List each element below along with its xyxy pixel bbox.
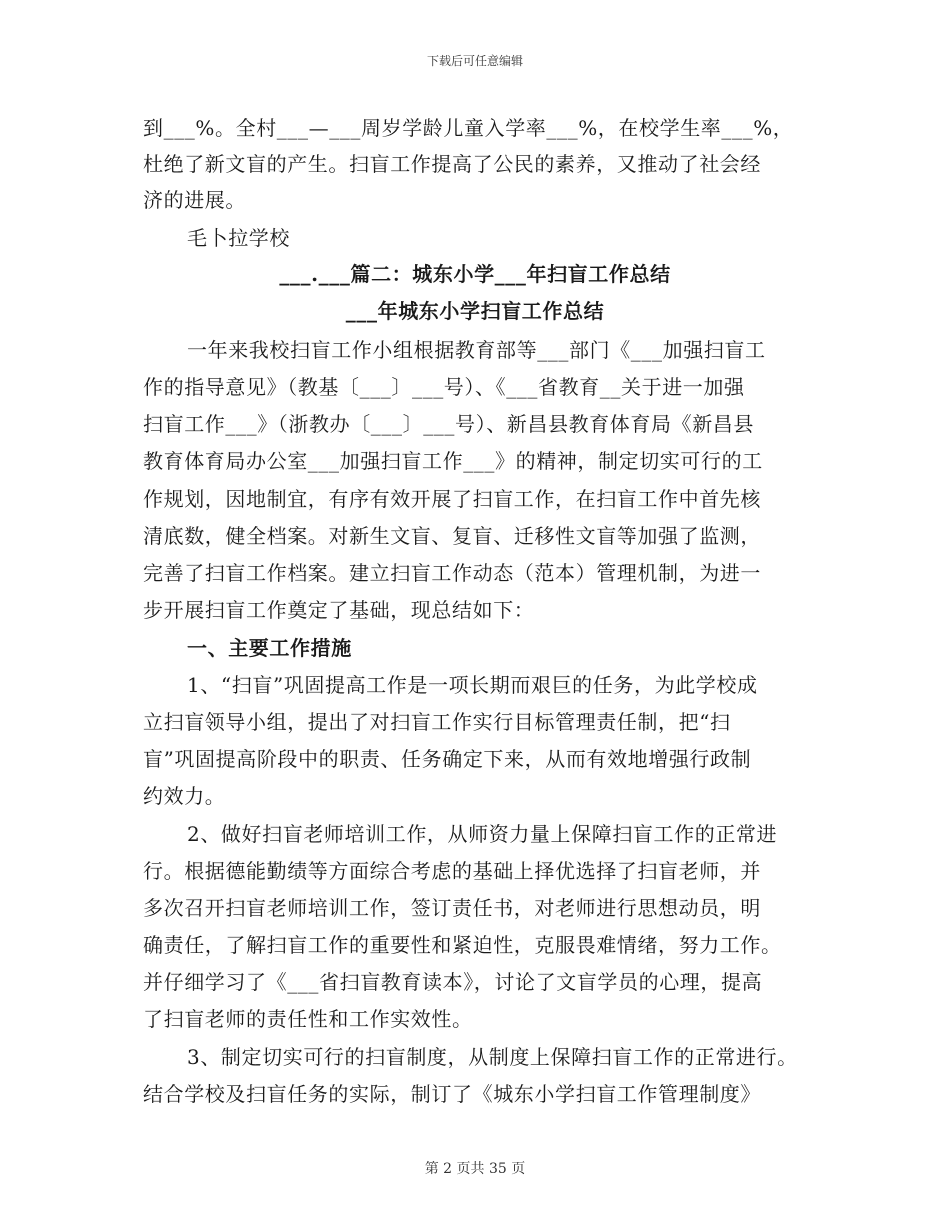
text-line: 了扫盲老师的责任性和工作实效性。 xyxy=(143,1007,473,1031)
text-line: 作规划，因地制宜，有序有效开展了扫盲工作，在扫盲工作中首先核 xyxy=(143,487,761,511)
text-line: 多次召开扫盲老师培训工作，签订责任书，对老师进行思想动员，明 xyxy=(143,896,761,920)
text-line: 清底数，健全档案。对新生文盲、复盲、迁移性文盲等加强了监测， xyxy=(143,524,761,548)
text-line: 立扫盲领导小组，提出了对扫盲工作实行目标管理责任制，把“扫 xyxy=(143,710,731,734)
page-header: 下载后可任意编辑 xyxy=(426,54,523,68)
text-line: 并仔细学习了《___省扫盲教育读本》，讨论了文盲学员的心理，提高 xyxy=(143,970,763,994)
text-line: 1、“扫盲”巩固提高工作是一项长期而艰巨的任务，为此学校成 xyxy=(187,673,758,697)
text-line: 杜绝了新文盲的产生。扫盲工作提高了公民的素养，又推动了社会经 xyxy=(143,152,761,176)
text-line: 完善了扫盲工作档案。建立扫盲工作动态（范本）管理机制，为进一 xyxy=(143,561,761,585)
text-line: 盲”巩固提高阶段中的职责、任务确定下来，从而有效地增强行政制 xyxy=(143,747,752,771)
page-footer: 第 2 页共 35 页 xyxy=(424,1161,526,1177)
text-line: 2、做好扫盲老师培训工作，从师资力量上保障扫盲工作的正常进 xyxy=(187,822,778,846)
text-line: 3、制定切实可行的扫盲制度，从制度上保障扫盲工作的正常进行。 xyxy=(187,1045,798,1069)
text-line: 到___%。全村___—___周岁学龄儿童入学率___%，在校学生率___%， xyxy=(143,116,794,140)
section-heading: 一、主要工作措施 xyxy=(187,636,352,660)
text-line: 扫盲工作___》（浙教办〔___〕___号）、新昌县教育体育局《新昌县 xyxy=(143,412,754,436)
text-line: 约效力。 xyxy=(143,784,226,808)
signature-line: 毛卜拉学校 xyxy=(187,226,290,250)
text-line: 教育体育局办公室___加强扫盲工作___》的精神，制定切实可行的工 xyxy=(143,449,763,473)
document-title: ___年城东小学扫盲工作总结 xyxy=(345,299,605,323)
text-line: 行。根据德能勤绩等方面综合考虑的基础上择优选择了扫盲老师，并 xyxy=(143,859,761,883)
text-line: 一年来我校扫盲工作小组根据教育部等___部门《___加强扫盲工 xyxy=(187,338,766,362)
section-title: ___.___篇二：城东小学___年扫盲工作总结 xyxy=(279,262,671,286)
text-line: 济的进展。 xyxy=(143,188,246,212)
text-line: 作的指导意见》（教基〔___〕___号）、《___省教育__关于进一加强 xyxy=(143,375,745,399)
text-line: 步开展扫盲工作奠定了基础，现总结如下： xyxy=(143,598,535,622)
text-line: 确责任，了解扫盲工作的重要性和紧迫性，克服畏难情绪，努力工作。 xyxy=(143,933,782,957)
text-line: 结合学校及扫盲任务的实际，制订了《城东小学扫盲工作管理制度》 xyxy=(143,1082,761,1106)
